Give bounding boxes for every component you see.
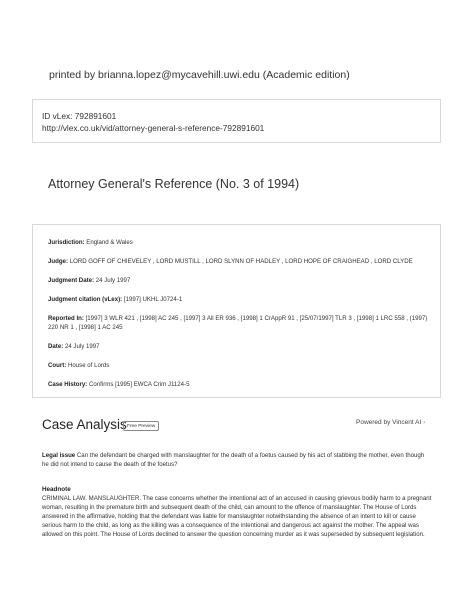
court-value: House of Lords — [67, 362, 110, 369]
powered-by-label: Powered by Vincent AI — [356, 419, 422, 426]
legal-issue-text: Can the defendant be charged with manslaughter for the death of a foetus caused by his act of stabbing the mother, even though he did not intend to cause the death of the foetus? — [42, 452, 425, 468]
court-label: Court: — [48, 362, 67, 369]
vlex-id: ID vLex: 792891601 — [42, 111, 117, 121]
headnote-label: Headnote — [42, 486, 71, 493]
date-label: Date: — [48, 343, 64, 350]
judge-label: Judge: — [48, 258, 68, 265]
judge-value: LORD GOFF OF CHIEVELEY , LORD MUSTILL , LORD SLYNN OF HADLEY , LORD HOPE OF CRAIGHEAD , LORD CLYDE — [69, 258, 413, 265]
free-preview-badge[interactable]: Free Preview — [123, 421, 159, 431]
judge-row — [48, 257, 433, 266]
judgment-date-value: 24 July 1997 — [95, 277, 131, 284]
citation-label: Judgment citation (vLex): — [48, 296, 123, 303]
court-row — [48, 361, 433, 370]
date-row — [48, 342, 433, 351]
document-title: Attorney General's Reference (No. 3 of 1994) — [48, 177, 300, 191]
jurisdiction-label: Jurisdiction: — [48, 239, 85, 246]
jurisdiction-row — [48, 238, 433, 247]
case-history-row — [48, 380, 433, 389]
reported-in-row — [48, 314, 433, 332]
document-id-box — [32, 99, 441, 143]
headnote-text: CRIMINAL LAW. MANSLAUGHTER. The case concerns whether the intentional act of an accused in causing grievous bodily harm to a pregnant woman, resulting in the premature birth and subsequent death of the child, can amount to the offence of manslaughter. The House of Lords answered in the affirmative, holding that the defendant was liable for manslaughter notwithstanding the absence of an intent to kill or cause serious harm to the child, as long as the killing was a consequence of the intentional and dangerous act against the mother. The appeal was allowed on this point. The House of Lords declined to answer the question concerning murder as it was superseded by subsequent legislation. — [42, 495, 432, 538]
printed-by-notice: printed by brianna.lopez@mycavehill.uwi.edu (Academic edition) — [49, 69, 350, 81]
powered-by-link[interactable] — [356, 419, 425, 426]
arrow-icon: › — [423, 419, 426, 426]
reported-in-label: Reported In: — [48, 315, 84, 322]
jurisdiction-value: England & Wales — [86, 239, 133, 246]
date-value: 24 July 1997 — [64, 343, 100, 350]
case-metadata-box — [32, 224, 441, 398]
citation-value: [1997] UKHL J0724-1 — [123, 296, 183, 303]
case-history-value: Confirms [1995] EWCA Crim J1124-5 — [89, 381, 190, 388]
legal-issue-label: Legal issue — [42, 452, 76, 459]
reported-in-value: [1997] 3 WLR 421 , [1998] AC 245 , [1997] 3 All ER 936 , [1998] 1 CrAppR 91 , [25/07/1997] TLR 3 , [1998] 1 LRC 558 , (1997) 220 NR 1 , [1998] 1 AC 245 — [48, 315, 428, 331]
case-analysis-heading: Case Analysis — [42, 417, 127, 432]
legal-issue-paragraph — [42, 451, 432, 469]
judgment-date-row — [48, 276, 433, 285]
document-url[interactable]: http://vlex.co.uk/vid/attorney-general-s-reference-792891601 — [42, 123, 265, 133]
judgment-date-label: Judgment Date: — [48, 277, 95, 284]
citation-row — [48, 295, 433, 304]
case-history-label: Case History: — [48, 381, 88, 388]
